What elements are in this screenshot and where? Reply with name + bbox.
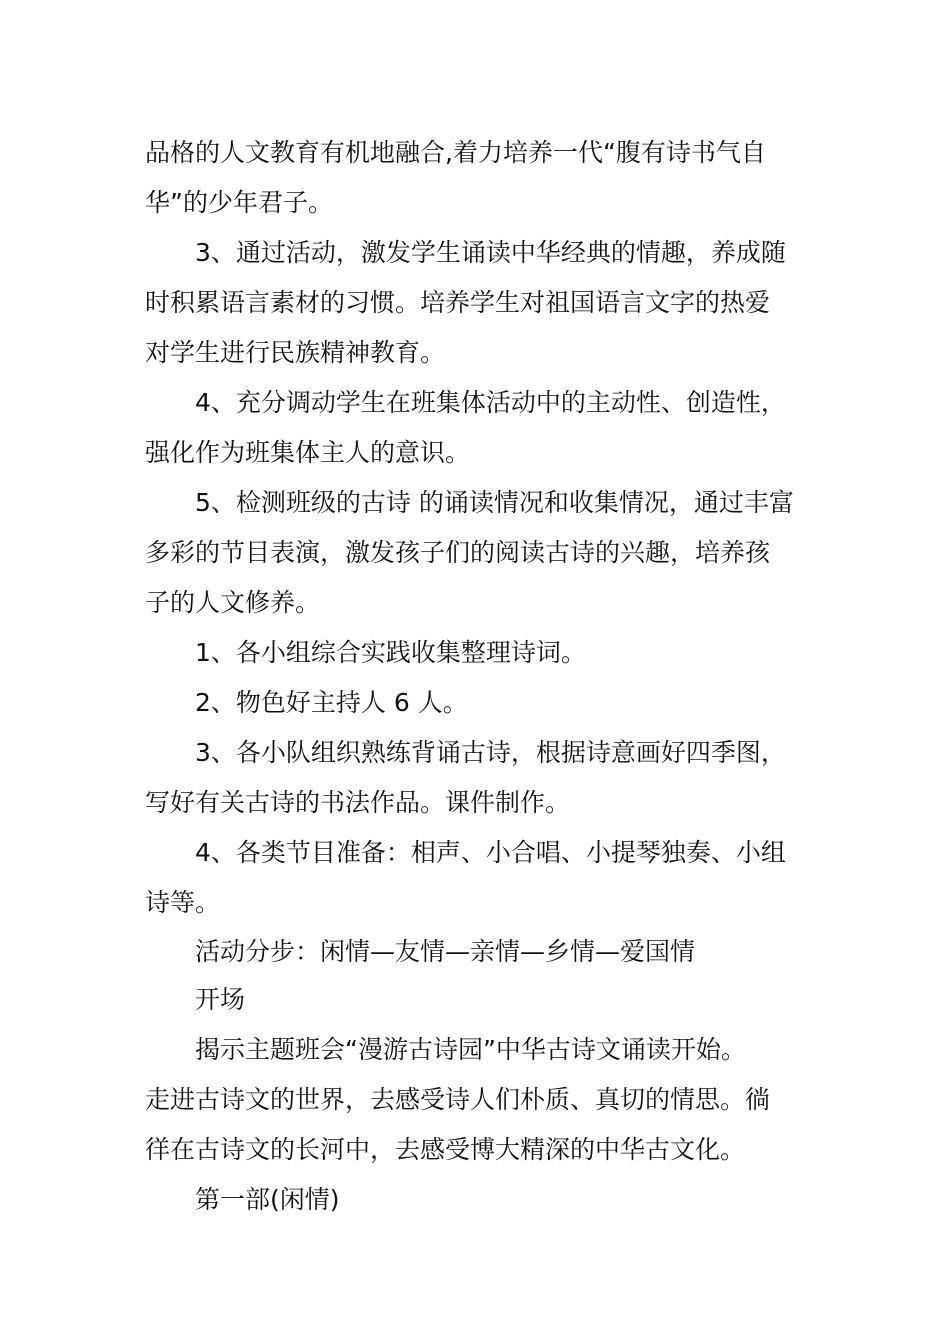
text-line: 诗等。 (145, 888, 221, 917)
text-line: 1、各小组综合实践收集整理诗词。 (195, 638, 586, 667)
text-line: 5、检测班级的古诗 的诵读情况和收集情况，通过丰富 (195, 488, 794, 517)
text-line: 华”的少年君子。 (145, 188, 333, 217)
text-line: 时积累语言素材的习惯。培养学生对祖国语言文字的热爱 (145, 288, 771, 317)
text-line: 2、物色好主持人 6 人。 (195, 688, 468, 717)
text-line: 徉在古诗文的长河中，去感受博大精深的中华古文化。 (145, 1135, 746, 1164)
text-line: 第一部(闲情) (195, 1185, 340, 1214)
text-line: 品格的人文教育有机地融合,着力培养一代“腹有诗书气自 (145, 138, 766, 167)
text-line: 走进古诗文的世界，去感受诗人们朴质、真切的情思。徜 (145, 1085, 771, 1114)
text-line: 4、充分调动学生在班集体活动中的主动性、创造性， (195, 388, 786, 417)
text-line: 4、各类节目准备：相声、小合唱、小提琴独奏、小组 (195, 838, 786, 867)
text-line: 3、各小队组织熟练背诵古诗，根据诗意画好四季图， (195, 738, 786, 767)
text-line: 3、通过活动，激发学生诵读中华经典的情趣，养成随 (195, 238, 786, 267)
text-line: 强化作为班集体主人的意识。 (145, 438, 471, 467)
text-line: 子的人文修养。 (145, 588, 321, 617)
text-line: 开场 (195, 985, 246, 1014)
text-line: 揭示主题班会“漫游古诗园”中华古诗文诵读开始。 (195, 1035, 746, 1064)
text-line: 对学生进行民族精神教育。 (145, 338, 446, 367)
text-line: 活动分步：闲情—友情—亲情—乡情—爱国情 (195, 937, 696, 966)
text-line: 写好有关古诗的书法作品。课件制作。 (145, 788, 571, 817)
text-line: 多彩的节目表演，激发孩子们的阅读古诗的兴趣，培养孩 (145, 538, 771, 567)
